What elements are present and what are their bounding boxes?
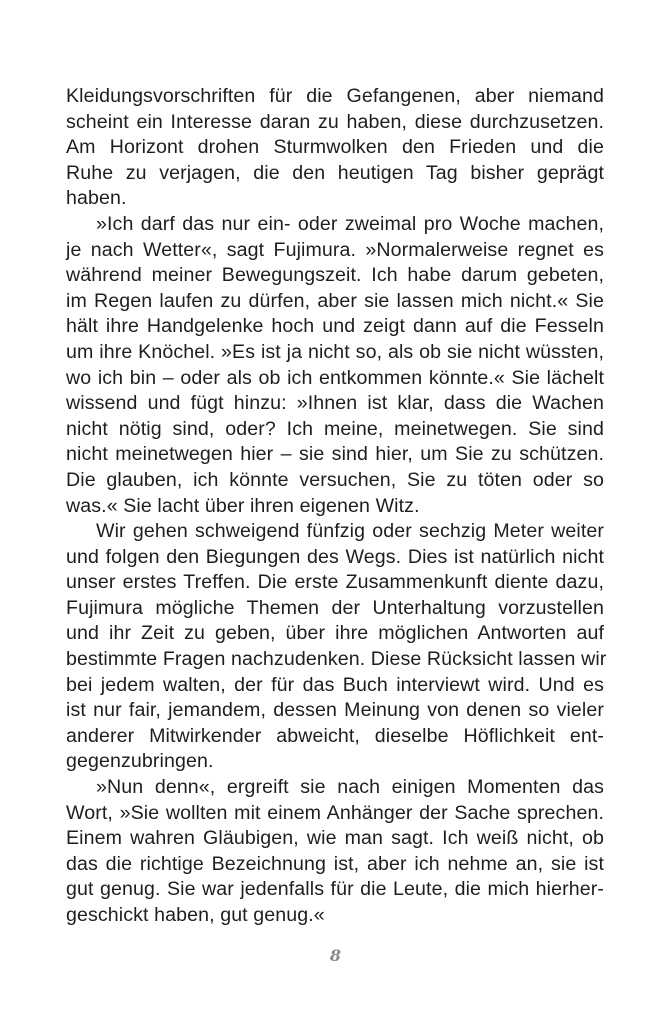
text-line: anderer Mitwirkender abweicht, dieselbe Höflichkeit ent- xyxy=(66,724,604,747)
text-line: und folgen den Biegungen des Wegs. Dies ist natürlich nicht xyxy=(66,545,604,568)
text-line: geschickt haben, gut genug.« xyxy=(66,904,325,926)
text-line: Kleidungsvorschriften für die Gefangenen, aber niemand xyxy=(66,85,604,107)
text-line: und ihr Zeit zu geben, über ihre möglichen Antworten auf xyxy=(66,622,604,645)
text-line: um ihre Knöchel. »Es ist ja nicht so, als ob sie nicht wüssten, xyxy=(66,340,604,363)
text-line: unser erstes Treffen. Die erste Zusammenkunft diente dazu, xyxy=(66,571,604,594)
text-line: das die richtige Bezeichnung ist, aber ich nehme an, sie ist xyxy=(66,852,604,875)
text-line: Die glauben, ich könnte versuchen, Sie zu töten oder so xyxy=(66,468,604,491)
text-line: wissend und fügt hinzu: »Ihnen ist klar, dass die Wachen xyxy=(66,392,604,415)
text-line: Am Horizont drohen Sturmwolken den Frieden und die xyxy=(66,136,604,159)
text-line: hält ihre Handgelenke hoch und zeigt dann auf die Fesseln xyxy=(66,315,604,338)
text-line: Einem wahren Gläubigen, wie man sagt. Ich weiß nicht, ob xyxy=(66,827,604,850)
text-line: nicht meinetwegen hier – sie sind hier, um Sie zu schützen. xyxy=(66,443,604,466)
text-line: »Nun denn«, ergreift sie nach einigen Momenten das xyxy=(96,776,604,799)
text-line: gut genug. Sie war jedenfalls für die Leute, die mich hierher- xyxy=(66,878,604,901)
text-line: wo ich bin – oder als ob ich entkommen könnte.« Sie lächelt xyxy=(66,366,604,389)
text-line: Ruhe zu verjagen, die den heutigen Tag bisher geprägt xyxy=(66,161,604,184)
text-line: scheint ein Interesse daran zu haben, diese durchzusetzen. xyxy=(66,110,604,133)
text-line: »Ich darf das nur ein- oder zweimal pro Woche machen, xyxy=(96,212,604,235)
text-line: was.« Sie lacht über ihren eigenen Witz. xyxy=(66,494,420,517)
text-line: ist nur fair, jemandem, dessen Meinung von denen so vieler xyxy=(66,699,604,722)
text-line: bei jedem walten, der für das Buch interviewt wird. Und es xyxy=(66,673,604,696)
text-line: während meiner Bewegungszeit. Ich habe darum gebeten, xyxy=(66,264,604,287)
text-line: bestimmte Fragen nachzudenken. Diese Rücksicht lassen wir xyxy=(66,648,607,671)
text-line: Fujimura mögliche Themen der Unterhaltung vorzustellen xyxy=(66,596,604,619)
text-line: Wort, »Sie wollten mit einem Anhänger der Sache sprechen. xyxy=(66,801,604,824)
text-line: nicht nötig sind, oder? Ich meine, meinetwegen. Sie sind xyxy=(66,417,604,440)
text-line: gegenzubringen. xyxy=(66,750,214,773)
text-line: im Regen laufen zu dürfen, aber sie lassen mich nicht.« Sie xyxy=(66,289,604,312)
body-text xyxy=(66,84,607,929)
text-line: je nach Wetter«, sagt Fujimura. »Normalerweise regnet es xyxy=(66,238,604,261)
text-line: haben. xyxy=(66,187,127,210)
page-number: 8 xyxy=(329,946,342,965)
text-line: Wir gehen schweigend fünfzig oder sechzig Meter weiter xyxy=(96,520,604,543)
